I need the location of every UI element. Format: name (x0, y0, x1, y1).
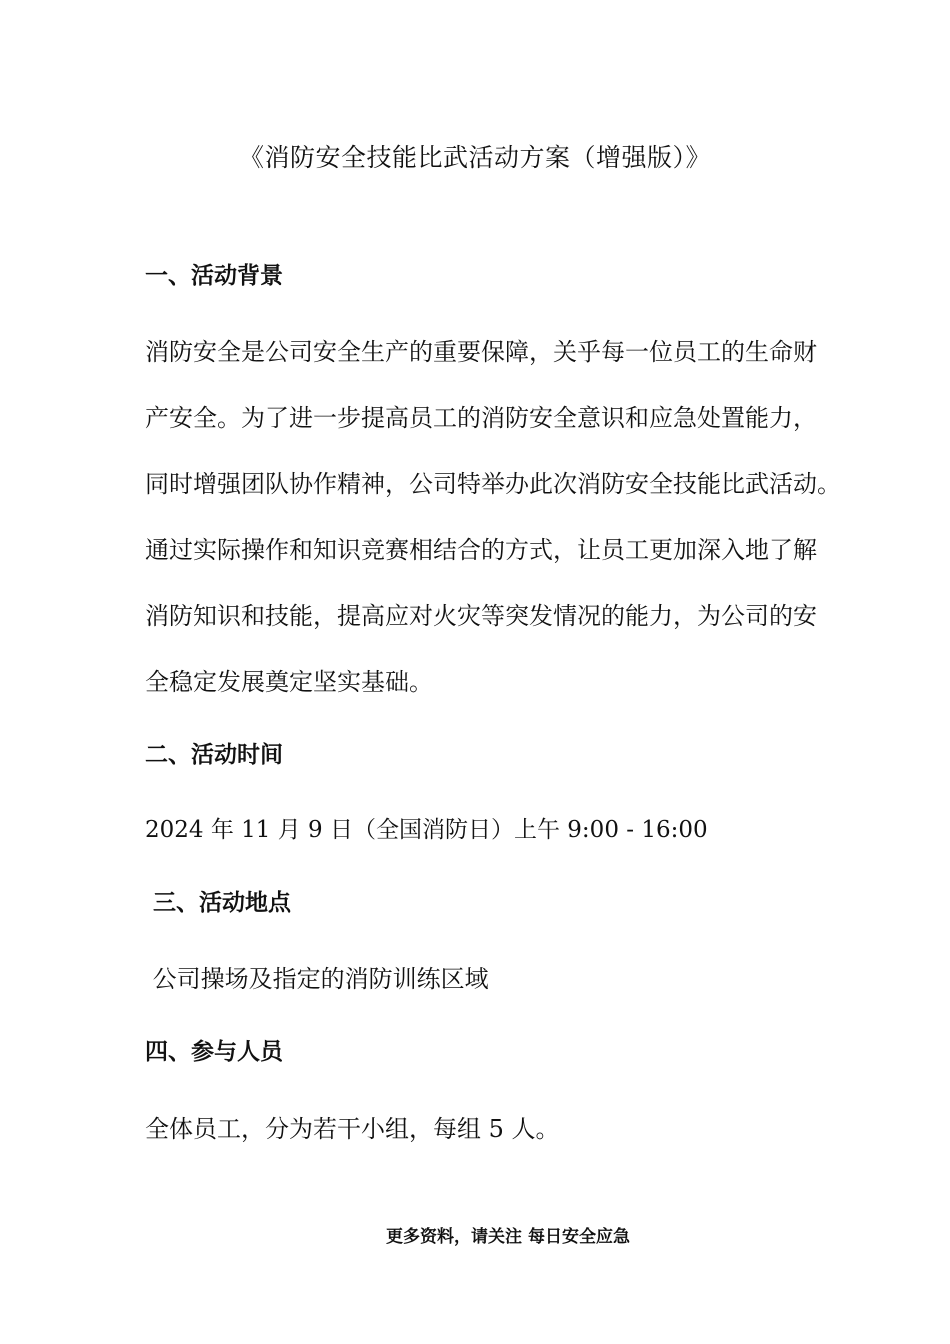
participants-text: 全体员工，分为若干小组，每组 5 人。 (145, 1115, 560, 1143)
section-heading-location: 三、活动地点 (145, 890, 292, 916)
section-heading-time: 二、活动时间 (145, 742, 283, 768)
section-heading-background: 一、活动背景 (145, 263, 283, 289)
background-paragraph-line: 全稳定发展奠定坚实基础。 (145, 668, 433, 696)
activity-location-text: 公司操场及指定的消防训练区域 (145, 965, 489, 993)
document-title: 《消防安全技能比武活动方案（增强版）》 (238, 143, 711, 172)
background-paragraph-line: 产安全。为了进一步提高员工的消防安全意识和应急处置能力， (145, 404, 817, 432)
footer-note: 更多资料，请关注 每日安全应急 (386, 1227, 630, 1247)
section-heading-participants: 四、参与人员 (145, 1039, 283, 1065)
background-paragraph-line: 通过实际操作和知识竞赛相结合的方式，让员工更加深入地了解 (145, 536, 817, 564)
background-paragraph-line: 同时增强团队协作精神，公司特举办此次消防安全技能比武活动。 (145, 470, 841, 498)
activity-time-text: 2024 年 11 月 9 日（全国消防日）上午 9:00 - 16:00 (145, 817, 708, 843)
background-paragraph-line: 消防安全是公司安全生产的重要保障，关乎每一位员工的生命财 (145, 338, 817, 366)
background-paragraph-line: 消防知识和技能，提高应对火灾等突发情况的能力，为公司的安 (145, 602, 817, 630)
